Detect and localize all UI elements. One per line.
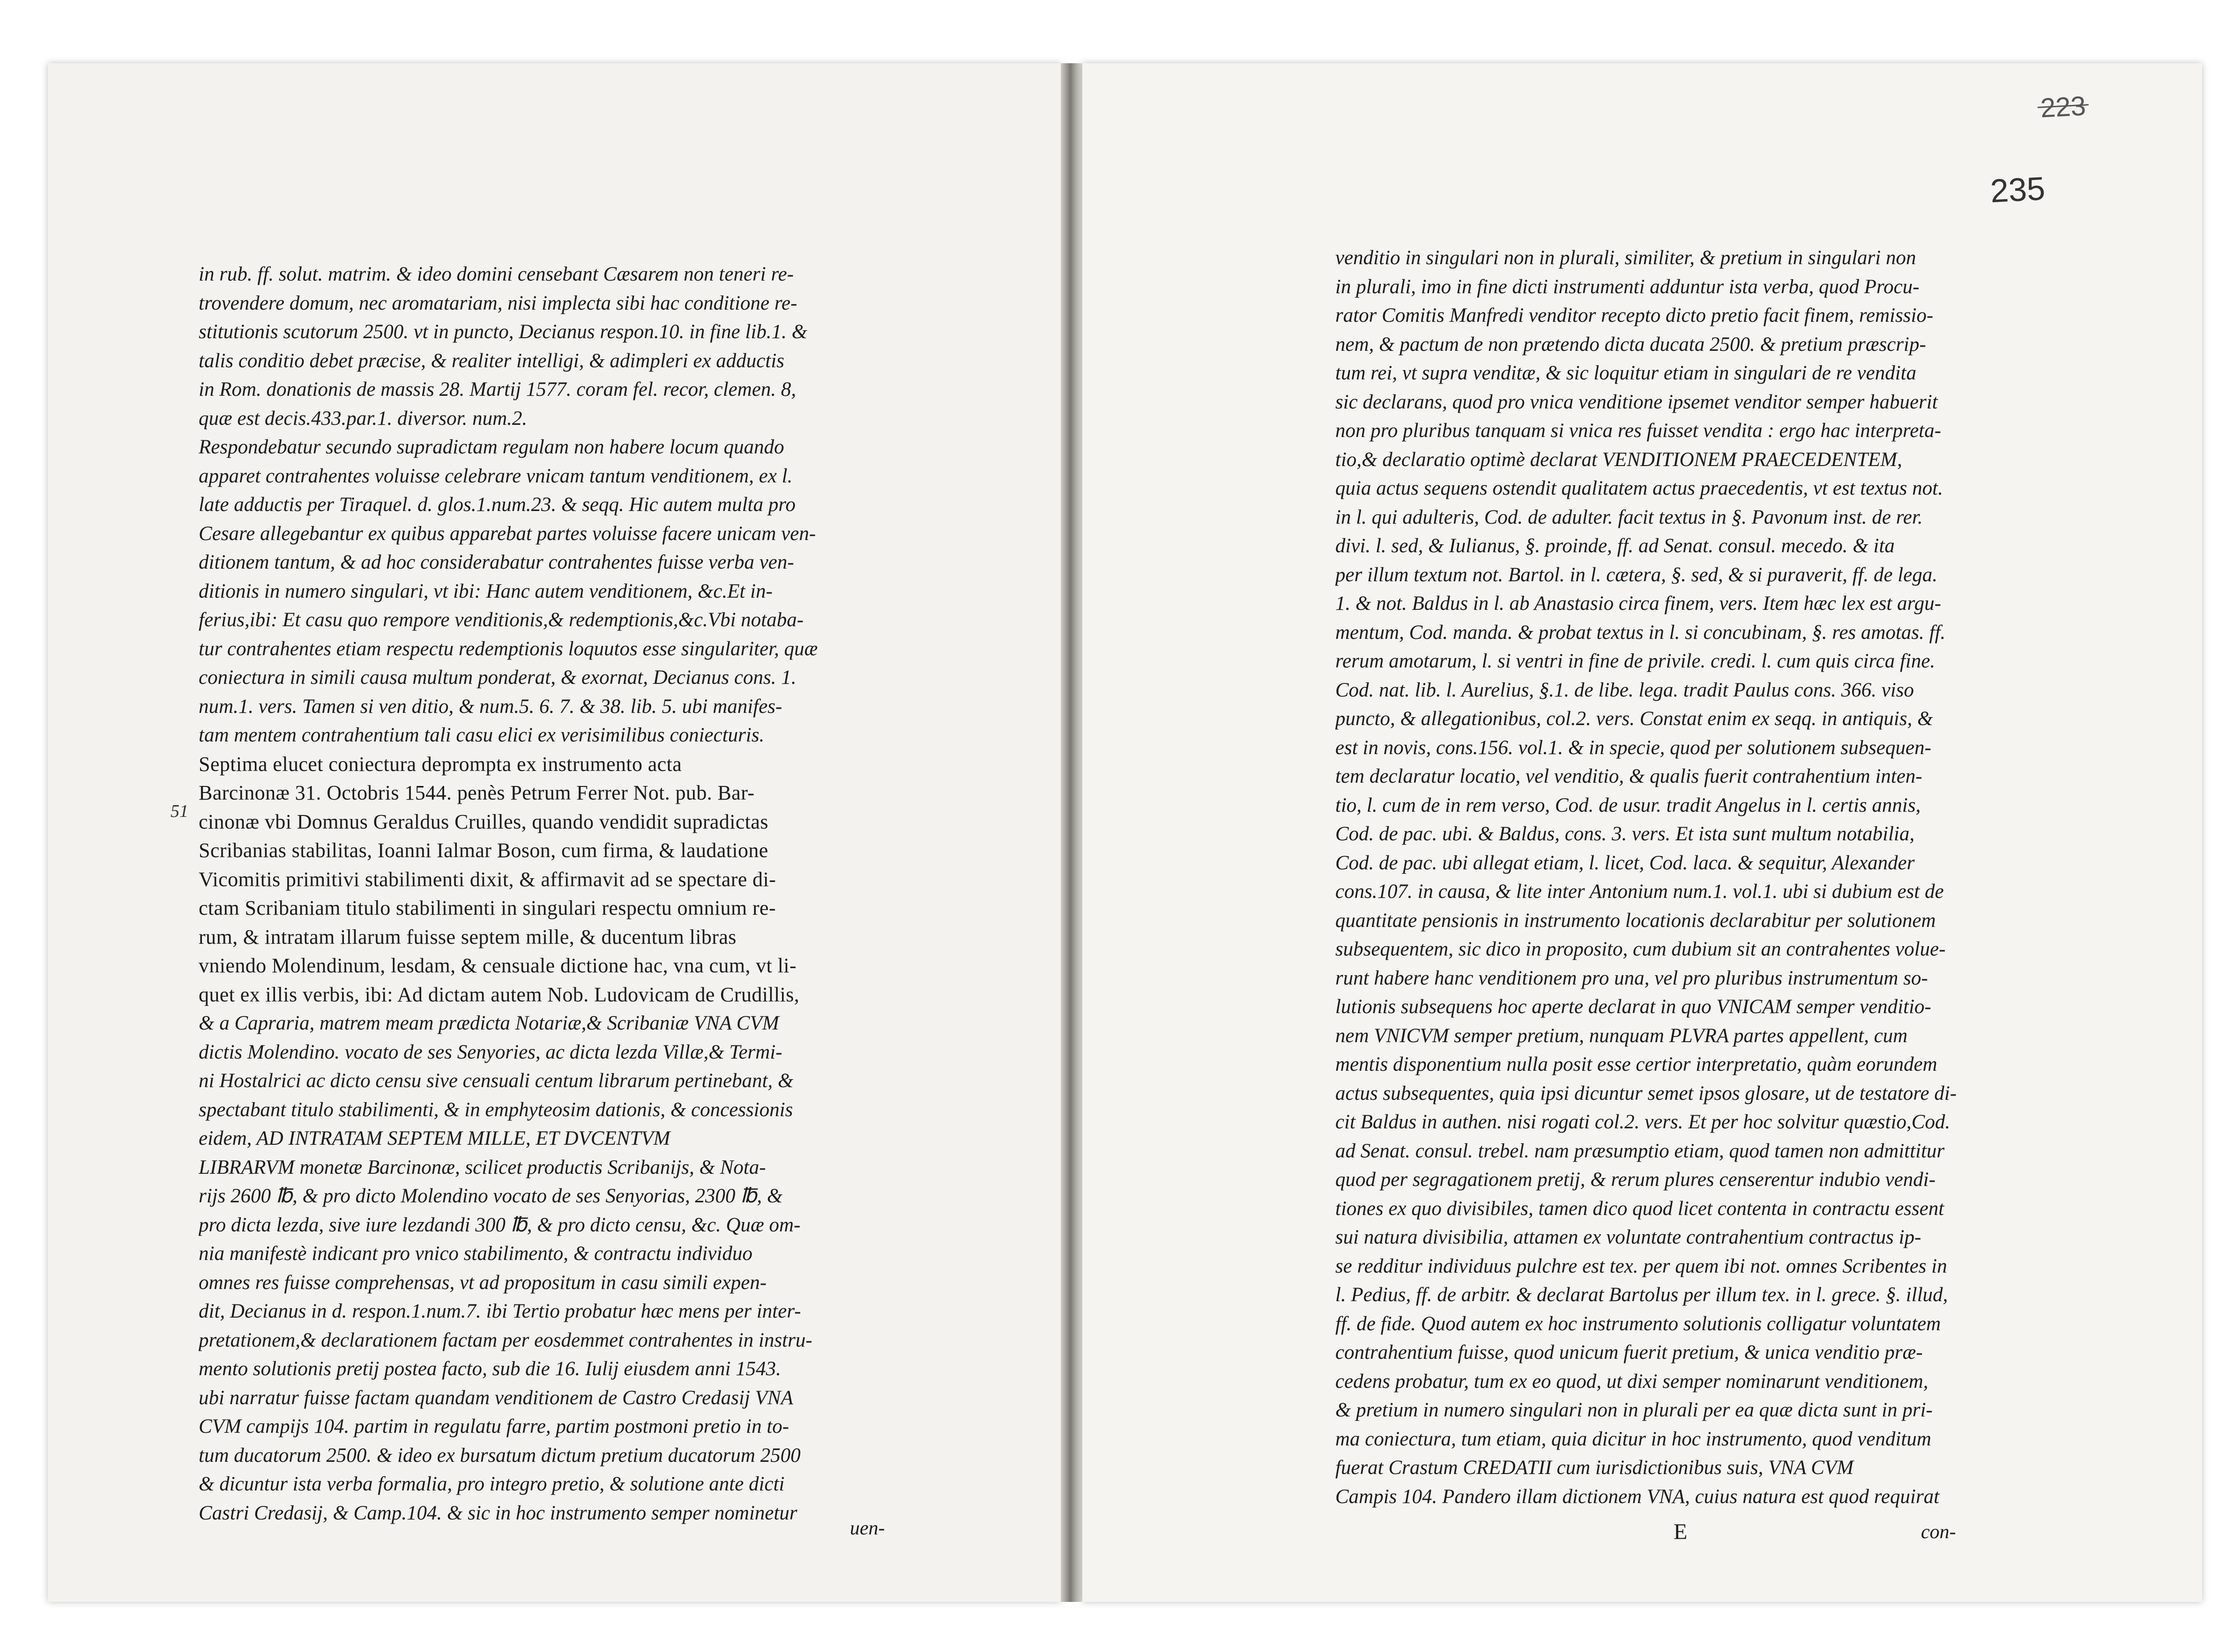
text-line: apparet contrahentes voluisse celebrare vnicam tantum venditionem, ex l. [199,465,793,487]
text-line: coniectura in simili causa multum ponderat, & exornat, Decianus cons. 1. [199,667,796,689]
right-text-block [1335,244,2080,1511]
text-line: Vicomitis primitivi stabilimenti dixit, & affirmavit ad se spectare di- [199,867,776,891]
text-line: tio, l. cum de in rem verso, Cod. de usur. tradit Angelus in l. certis annis, [1335,794,1921,816]
text-line: cit Baldus in authen. nisi rogati col.2. vers. Et per hoc solvitur quæstio,Cod. [1335,1111,1950,1133]
text-line: per illum textum not. Bartol. in l. cætera, §. sed, & si puraverit, ff. de lega. [1335,563,1938,586]
text-line: non pro pluribus tanquam si vnica res fuisset vendita : ergo hac interpreta- [1335,420,1942,442]
text-line: rijs 2600 ℔, & pro dicto Molendino vocato de ses Senyorias, 2300 ℔, & [199,1185,783,1207]
text-line: in plurali, imo in fine dicti instrumenti adduntur ista verba, quod Procu- [1335,275,1920,298]
text-line: ni Hostalrici ac dicto censu sive censuali centum librarum pertinebant, & [199,1070,794,1092]
text-line: cedens probatur, tum ex eo quod, ut dixi semper nominarunt venditionem, [1335,1370,1928,1393]
text-line: quod per segragationem pretij, & rerum plures censerentur indubio vendi- [1335,1169,1936,1191]
text-line: puncto, & allegationibus, col.2. vers. Constat enim ex seqq. in antiquis, & [1335,708,1933,730]
text-line: contrahentium fuisse, quod unicum fuerit pretium, & unica venditio præ- [1335,1341,1923,1363]
text-line: runt habere hanc venditionem pro una, vel pro pluribus instrumentum so- [1335,967,1928,989]
text-line: tum ducatorum 2500. & ideo ex bursatum dictum pretium ducatorum 2500 [199,1444,801,1467]
text-line: nia manifestè indicant pro vnico stabilimento, & contractu individuo [199,1243,752,1265]
text-line: Scribanias stabilitas, Ioanni Ialmar Boson, cum firma, & laudatione [199,839,768,862]
text-line: dit, Decianus in d. respon.1.num.7. ibi Tertio probatur hæc mens per inter- [199,1300,801,1322]
text-line: Cod. de pac. ubi. & Baldus, cons. 3. vers. Et ista sunt multum notabilia, [1335,823,1915,845]
text-line: divi. l. sed, & Iulianus, §. proinde, ff. ad Senat. consul. mecedo. & ita [1335,535,1895,557]
text-line: cons.107. in causa, & lite inter Antonium num.1. vol.1. ubi si dubium est de [1335,881,1944,903]
text-line: tam mentem contrahentium tali casu elici ex verisimilibus coniecturis. [199,724,765,746]
text-line: quet ex illis verbis, ibi: Ad dictam autem Nob. Ludovicam de Crudillis, [199,983,800,1006]
text-line: spectabant titulo stabilimenti, & in emphyteosim dationis, & concessionis [199,1098,793,1121]
text-line: nem VNICVM semper pretium, nunquam PLVRA partes appellent, cum [1335,1024,1908,1047]
text-line: LIBRARVM monetæ Barcinonæ, scilicet productis Scribanijs, & Nota- [199,1156,766,1178]
text-line: Campis 104. Pandero illam dictionem VNA, cuius natura est quod requirat [1335,1485,1940,1508]
signature-mark: E [1674,1519,1688,1544]
folio-number-handwritten: 235 [1989,170,2046,210]
text-line: mentis disponentium nulla posit esse certior interpretatio, quàm eorundem [1335,1053,1937,1075]
text-line: quantitate pensionis in instrumento locationis declarabitur per solutionem [1335,909,1936,932]
text-line: 1. & not. Baldus in l. ab Anastasio circa finem, vers. Item hæc lex est argu- [1335,593,1942,615]
text-line: rator Comitis Manfredi venditor recepto dicto pretio facit finem, remissio- [1335,304,1934,326]
folio-number-crossed: 223 [2039,90,2087,124]
text-line: & pretium in numero singulari non in plurali per ea quæ dicta sunt in pri- [1335,1399,1933,1421]
text-line: rum, & intratam illarum fuisse septem mille, & ducentum libras [199,925,737,948]
text-line: tur contrahentes etiam respectu redemptionis loquutos esse singulariter, quæ [199,637,818,660]
text-line: ad Senat. consul. trebel. nam præsumptio etiam, quod tamen non admittitur [1335,1140,1945,1162]
right-page [1082,63,2202,1602]
text-line: vniendo Molendinum, lesdam, & censuale dictione hac, vna cum, vt li- [199,954,797,977]
text-line: num.1. vers. Tamen si ven ditio, & num.5. 6. 7. & 38. lib. 5. ubi manifes- [199,695,782,718]
text-line: ditionis in numero singulari, vt ibi: Hanc autem venditionem, &c.Et in- [199,580,773,602]
text-line: in rub. ff. solut. matrim. & ideo domini censebant Cæsarem non teneri re- [199,263,794,285]
text-line: & a Capraria, matrem meam prædicta Notariæ,& Scribaniæ VNA CVM [199,1012,779,1034]
text-line: ma coniectura, tum etiam, quia dicitur in hoc instrumento, quod venditum [1335,1428,1931,1450]
text-line: cinonæ vbi Domnus Geraldus Cruilles, quando vendidit supradictas [199,810,768,833]
text-line: ditionem tantum, & ad hoc considerabatur contrahentes fuisse verba ven- [199,551,794,573]
text-line: & dicuntur ista verba formalia, pro integro pretio, & solutione ante dicti [199,1473,785,1495]
text-line: eidem, AD INTRATAM SEPTEM MILLE, ET DVCENTVM [199,1127,670,1149]
text-line: quia actus sequens ostendit qualitatem actus praecedentis, vt est textus not. [1335,477,1943,499]
text-line: Cesare allegebantur ex quibus apparebat partes voluisse facere unicam ven- [199,522,816,545]
left-text-block [199,260,911,1527]
text-line: dictis Molendino. vocato de ses Senyories, ac dicta lezda Villæ,& Termi- [199,1041,782,1063]
text-line: l. Pedius, ff. de arbitr. & declarat Bartolus per illum tex. in l. grece. §. illud, [1335,1284,1948,1306]
text-line: in l. qui adulteris, Cod. de adulter. facit textus in §. Pavonum inst. de rer. [1335,506,1923,528]
text-line: lutionis subsequens hoc aperte declarat in quo VNICAM semper venditio- [1335,996,1931,1018]
text-line: quæ est decis.433.par.1. diversor. num.2. [199,407,528,430]
text-line: tiones ex quo divisibiles, tamen dico quod licet contenta in contractu essent [1335,1197,1944,1220]
text-line: omnes res fuisse comprehensas, vt ad propositum in casu simili expen- [199,1271,767,1294]
text-line: sic declarans, quod pro vnica venditione ipsemet venditor semper habuerit [1335,391,1938,413]
text-line: ubi narratur fuisse factam quandam venditionem de Castro Credasij VNA [199,1386,793,1409]
text-line: actus subsequentes, quia ipsi dicuntur semet ipsos glosare, ut de testatore di- [1335,1082,1957,1104]
text-line: tum rei, vt supra venditæ, & sic loquitur etiam in singulari de re vendita [1335,362,1917,384]
text-line: mentum, Cod. manda. & probat textus in l. si concubinam, §. res amotas. ff. [1335,621,1946,644]
text-line: Cod. de pac. ubi allegat etiam, l. licet, Cod. laca. & sequitur, Alexander [1335,852,1915,874]
margin-paragraph-number: 51 [171,801,188,821]
text-line: Cod. nat. lib. l. Aurelius, §.1. de libe. lega. tradit Paulus cons. 366. viso [1335,679,1914,701]
text-line: subsequentem, sic dico in proposito, cum dubium sit an contrahentes volue- [1335,938,1946,960]
text-line: Castri Credasij, & Camp.104. & sic in hoc instrumento semper nominetur [199,1502,797,1524]
text-line: Respondebatur secundo supradictam regulam non habere locum quando [199,436,784,458]
text-line: pro dicta lezda, sive iure lezdandi 300 ℔, & pro dicto censu, &c. Quæ om- [199,1214,801,1236]
right-catchword: con- [1921,1521,1956,1543]
text-line: Barcinonæ 31. Octobris 1544. penès Petrum Ferrer Not. pub. Bar- [199,781,755,804]
text-line: pretationem,& declarationem factam per eosdemmet contrahentes in instru- [199,1329,812,1351]
text-line: venditio in singulari non in plurali, similiter, & pretium in singulari non [1335,247,1916,269]
book-gutter [1061,63,1082,1602]
text-line: stitutionis scutorum 2500. vt in puncto, Decianus respon.10. in fine lib.1. & [199,321,808,343]
text-line: mento solutionis pretij postea facto, sub die 16. Iulij eiusdem anni 1543. [199,1358,781,1380]
text-line: ctam Scribaniam titulo stabilimenti in singulari respectu omnium re- [199,896,776,919]
text-line: Septima elucet coniectura deprompta ex instrumento acta [199,752,682,776]
text-line: fuerat Crastum CREDATII cum iurisdictionibus suis, VNA CVM [1335,1457,1854,1479]
text-line: est in novis, cons.156. vol.1. & in specie, quod per solutionem subsequen- [1335,736,1931,759]
text-line: late adductis per Tiraquel. d. glos.1.num.23. & seqq. Hic autem multa pro [199,494,796,516]
text-line: CVM campijs 104. partim in regulatu farre, partim postmoni pretio in to- [199,1415,789,1437]
text-line: tio,& declaratio optimè declarat VENDITIONEM PRAECEDENTEM, [1335,448,1902,471]
text-line: ff. de fide. Quod autem ex hoc instrumento solutionis colligatur voluntatem [1335,1312,1941,1335]
text-line: se redditur individuus pulchre est tex. per quem ibi not. omnes Scribentes in [1335,1255,1947,1277]
text-line: trovendere domum, nec aromatariam, nisi implecta sibi hac conditione re- [199,292,797,314]
text-line: ferius,ibi: Et casu quo rempore venditionis,& redemptionis,&c.Vbi notaba- [199,609,804,631]
left-catchword: uen- [850,1518,885,1539]
text-line: rerum amotarum, l. si ventri in fine de privile. credi. l. cum quis circa fine. [1335,650,1935,672]
text-line: sui natura divisibilia, attamen ex voluntate contrahentium contractus ip- [1335,1226,1921,1248]
text-line: nem, & pactum de non prætendo dicta ducata 2500. & pretium præscrip- [1335,333,1926,356]
text-line: talis conditio debet præcise, & realiter intelligi, & adimpleri ex adductis [199,349,785,372]
left-page [48,63,1061,1602]
text-line: tem declaratur locatio, vel venditio, & qualis fuerit contrahentium inten- [1335,765,1922,787]
text-line: in Rom. donationis de massis 28. Martij 1577. coram fel. recor, clemen. 8, [199,378,796,400]
